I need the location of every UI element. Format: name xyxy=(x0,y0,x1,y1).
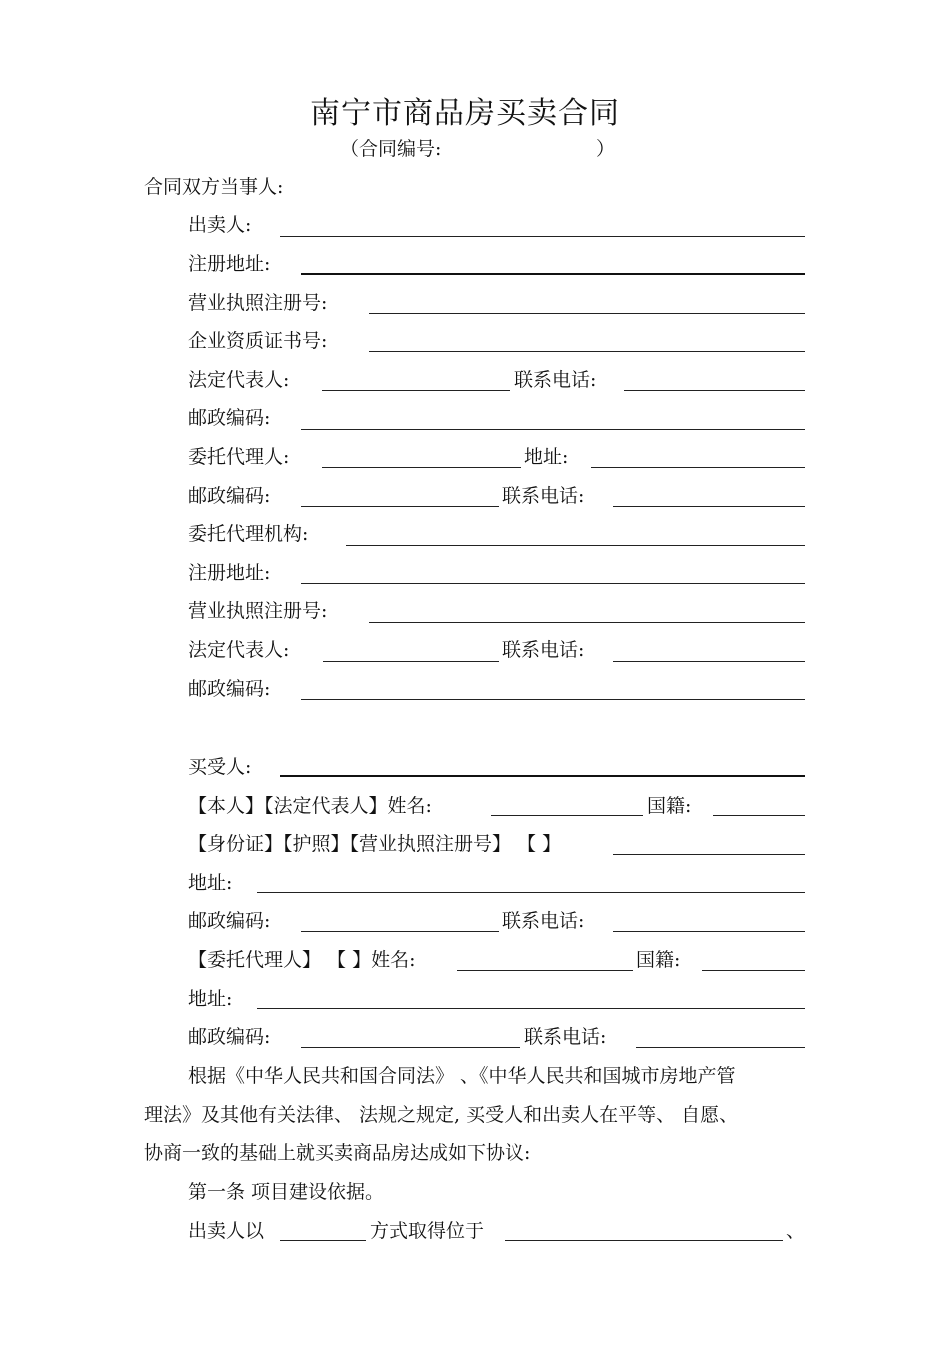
buyer-agent-address-field[interactable] xyxy=(257,1008,805,1009)
contract-number-close: ） xyxy=(596,138,616,160)
buyer-agent-phone-label: 联系电话: xyxy=(524,1026,607,1048)
agency-phone-field[interactable] xyxy=(613,661,805,662)
article-1-title: 第一条 项目建设依据。 xyxy=(188,1181,385,1203)
agency-legal-rep-field[interactable] xyxy=(323,661,499,662)
page-title: 南宁市商品房买卖合同 xyxy=(310,96,620,131)
land-location-field[interactable] xyxy=(505,1240,783,1241)
legal-rep-phone-label: 联系电话: xyxy=(514,369,597,391)
postcode-field[interactable] xyxy=(301,429,805,430)
buyer-agent-nationality-label: 国籍: xyxy=(636,949,681,971)
legal-rep-label: 法定代表人: xyxy=(188,369,290,391)
parties-heading: 合同双方当事人: xyxy=(144,176,284,198)
article-1-text-a: 出卖人以 xyxy=(188,1220,265,1242)
buyer-phone-field[interactable] xyxy=(613,931,805,932)
buyer-agent-name-field[interactable] xyxy=(457,970,633,971)
buyer-field[interactable] xyxy=(280,775,805,777)
agent-address-field[interactable] xyxy=(591,467,805,468)
buyer-nationality-field[interactable] xyxy=(713,815,805,816)
buyer-name-field[interactable] xyxy=(491,815,643,816)
postcode-label: 邮政编码: xyxy=(188,407,271,429)
agent-phone-field[interactable] xyxy=(613,506,805,507)
legal-rep-phone-field[interactable] xyxy=(624,390,805,391)
preamble-line-3: 协商一致的基础上就买卖商品房达成如下协议: xyxy=(144,1142,531,1164)
buyer-nationality-label: 国籍: xyxy=(647,795,692,817)
legal-rep-field[interactable] xyxy=(322,390,510,391)
reg-address-field[interactable] xyxy=(301,273,805,275)
buyer-id-number-field[interactable] xyxy=(613,854,805,855)
agency-license-no-field[interactable] xyxy=(369,622,805,623)
buyer-postcode-label: 邮政编码: xyxy=(188,910,271,932)
buyer-address-label: 地址: xyxy=(188,872,233,894)
buyer-address-field[interactable] xyxy=(257,892,805,893)
acquisition-method-field[interactable] xyxy=(280,1240,366,1241)
buyer-phone-label: 联系电话: xyxy=(502,910,585,932)
agency-phone-label: 联系电话: xyxy=(502,639,585,661)
buyer-agent-address-label: 地址: xyxy=(188,988,233,1010)
agent-field[interactable] xyxy=(322,467,521,468)
contract-number-field[interactable] xyxy=(445,160,590,161)
agency-field[interactable] xyxy=(346,545,805,546)
seller-label: 出卖人: xyxy=(188,214,252,236)
buyer-name-label: 【本人】【法定代表人】姓名: xyxy=(188,795,432,817)
buyer-agent-postcode-label: 邮政编码: xyxy=(188,1026,271,1048)
buyer-agent-phone-field[interactable] xyxy=(636,1047,805,1048)
buyer-agent-postcode-field[interactable] xyxy=(301,1047,520,1048)
buyer-id-type-label: 【身份证】【护照】【营业执照注册号】 【 】 xyxy=(188,833,562,855)
agency-label: 委托代理机构: xyxy=(188,523,309,545)
agency-license-no-label: 营业执照注册号: xyxy=(188,600,328,622)
buyer-label: 买受人: xyxy=(188,756,252,778)
contract-number-label: （合同编号: xyxy=(340,138,442,160)
agency-reg-address-label: 注册地址: xyxy=(188,562,271,584)
qualification-no-label: 企业资质证书号: xyxy=(188,330,328,352)
article-1-text-c: 、 xyxy=(786,1220,806,1242)
agency-postcode-label: 邮政编码: xyxy=(188,678,271,700)
license-no-label: 营业执照注册号: xyxy=(188,292,328,314)
agency-postcode-field[interactable] xyxy=(301,699,805,700)
license-no-field[interactable] xyxy=(369,313,805,314)
reg-address-label: 注册地址: xyxy=(188,253,271,275)
agent-postcode-field[interactable] xyxy=(301,506,499,507)
seller-field[interactable] xyxy=(280,236,805,237)
agency-reg-address-field[interactable] xyxy=(301,583,805,584)
buyer-postcode-field[interactable] xyxy=(301,931,499,932)
agent-label: 委托代理人: xyxy=(188,446,290,468)
preamble-line-2: 理法》及其他有关法律、 法规之规定, 买受人和出卖人在平等、 自愿、 xyxy=(144,1104,739,1126)
agency-legal-rep-label: 法定代表人: xyxy=(188,639,290,661)
article-1-text-b: 方式取得位于 xyxy=(370,1220,485,1242)
preamble-line-1: 根据《中华人民共和国合同法》 、《中华人民共和国城市房地产管 xyxy=(188,1065,736,1087)
agent-address-label: 地址: xyxy=(524,446,569,468)
agent-postcode-label: 邮政编码: xyxy=(188,485,271,507)
agent-phone-label: 联系电话: xyxy=(502,485,585,507)
buyer-agent-nationality-field[interactable] xyxy=(702,970,805,971)
buyer-agent-name-label: 【委托代理人】 【 】姓名: xyxy=(188,949,416,971)
qualification-no-field[interactable] xyxy=(369,351,805,352)
